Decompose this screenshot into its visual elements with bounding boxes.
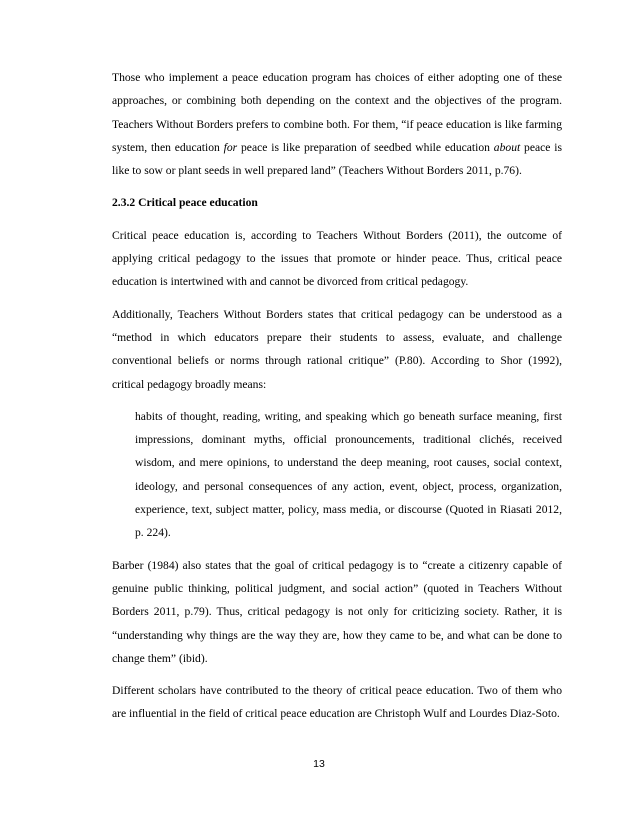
section-heading: 2.3.2 Critical peace education: [112, 196, 258, 210]
emphasis-about: about: [493, 140, 521, 154]
paragraph-barber: Barber (1984) also states that the goal of critical pedagogy is to “create a citizenry capable of genuine public thinking, political judgment, and social action” (quoted in Teachers Without Borders 2011, p.79). Thus, critical pedagogy is not only for criticizing society. Rather, it is “understanding why things are the way they are, how they came to be, and what can be done to change them” (ibid).: [112, 558, 562, 665]
block-quote: habits of thought, reading, writing, and speaking which go beneath surface meaning, first impressions, dominant myths, official pronouncements, traditional clichés, received wisdom, and mere opinions, to understand the deep meaning, root causes, social context, ideology, and personal consequences of any action, event, object, process, organization, experience, text, subject matter, policy, mass media, or discourse (Quoted in Riasati 2012, p. 224).: [135, 409, 562, 540]
paragraph-intro-text-c: peace is like to sow or plant seeds in well prepared land” (Teachers Without Borders 2011, p.76).: [112, 140, 562, 178]
page-number: 13: [313, 758, 325, 770]
paragraph-intro: [112, 66, 562, 182]
paragraph-intro-text-a: Those who implement a peace education program has choices of either adopting one of these approaches, or combining both depending on the context and the objectives of the program. Teachers Without Borders prefers to combine both. For them, “if peace education is like farming system, then education: [112, 71, 562, 154]
paragraph-additionally: Additionally, Teachers Without Borders states that critical pedagogy can be understood as a “method in which educators prepare their students to assess, evaluate, and challenge conventional beliefs or norms through rational critique” (P.80). According to Shor (1992), critical pedagogy broadly means:: [112, 307, 562, 391]
paragraph-definition: Critical peace education is, according to Teachers Without Borders (2011), the outcome of applying critical pedagogy to the issues that promote or hinder peace. Thus, critical peace education is intertwined with and cannot be divorced from critical pedagogy.: [112, 228, 562, 289]
paragraph-scholars: Different scholars have contributed to the theory of critical peace education. Two of them who are influential in the field of critical peace education are Christoph Wulf and Lourdes Diaz-Soto.: [112, 684, 562, 721]
paragraph-intro-text-b: peace is like preparation of seedbed while education: [237, 140, 494, 154]
emphasis-for: for: [223, 140, 238, 154]
document-body: [112, 66, 562, 735]
